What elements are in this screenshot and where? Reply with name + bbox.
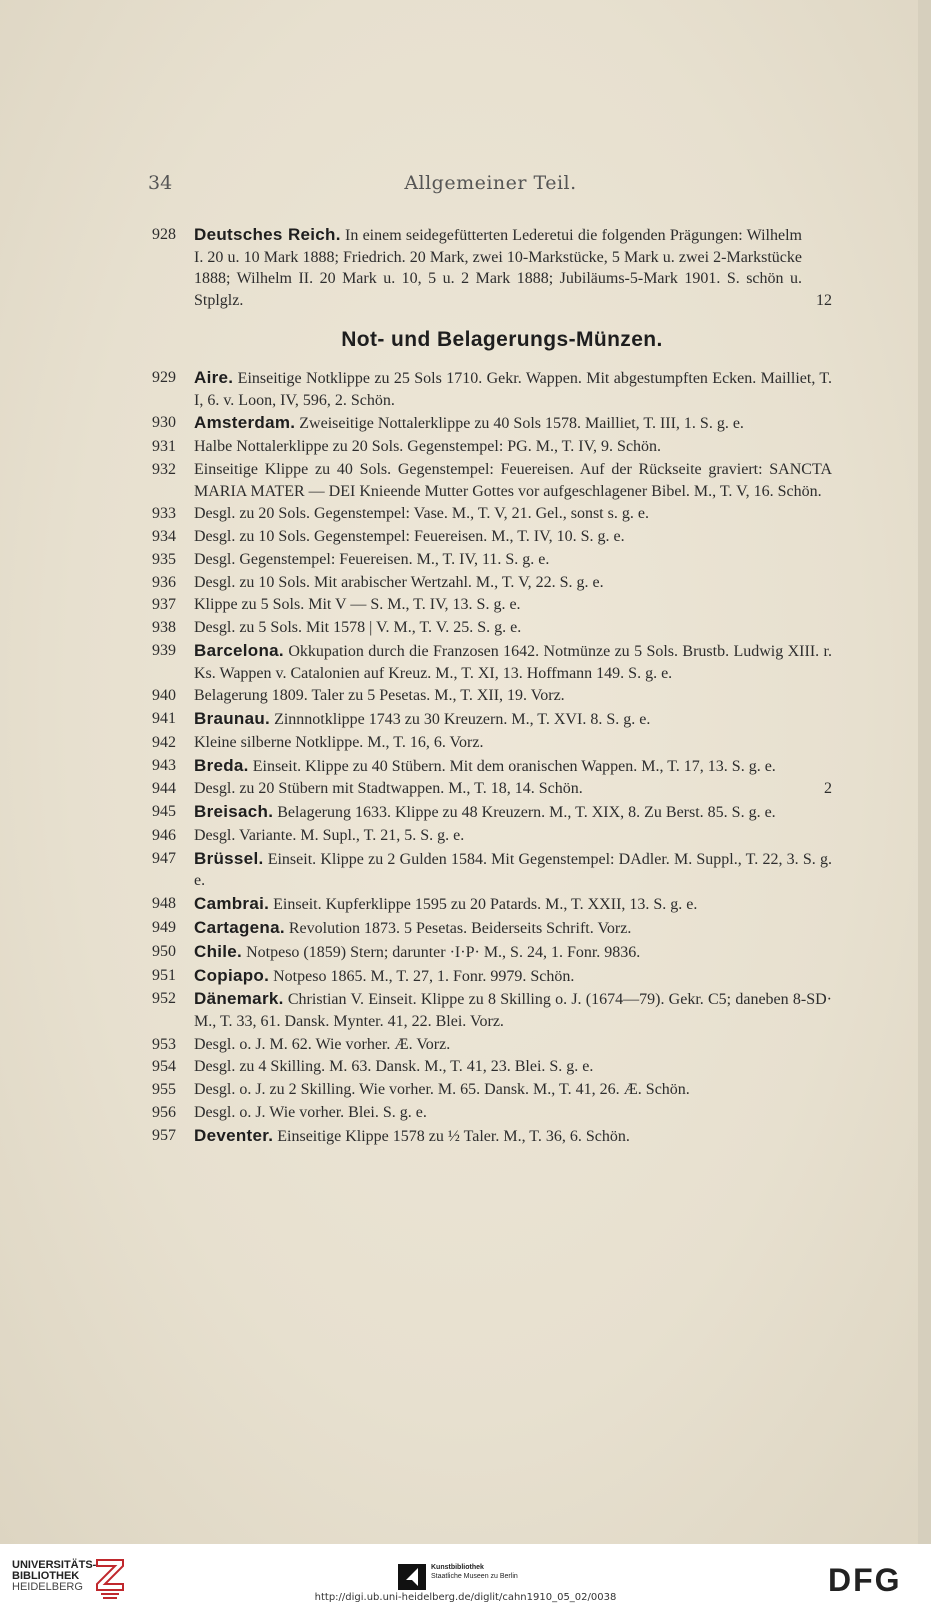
running-title: Allgemeiner Teil. [404,172,577,194]
entry-number: 941 [152,710,176,728]
entry-keyword: Deventer. [194,1125,274,1145]
catalog-entry [152,825,832,847]
catalog-entry [152,459,832,502]
entry-number: 956 [152,1104,176,1122]
entry-text: Einseit. Kupferklippe 1595 zu 20 Patards. M., T. XXII, 13. S. g. e. [269,896,698,914]
entry-number: 935 [152,550,176,568]
entry-keyword: Breisach. [194,802,274,822]
catalog-entry [152,436,832,458]
catalog-entry [152,917,832,940]
entry-text: Desgl. zu 4 Skilling. M. 63. Dansk. M., T. 41, 23. Blei. S. g. e. [194,1058,594,1076]
entry-text: Kleine silberne Notklippe. M., T. 16, 6. Vorz. [194,733,484,751]
page-edge [918,0,931,1544]
catalog-entry [152,732,832,754]
entry-text: Desgl. Variante. M. Supl., T. 21, 5. S. g. e. [194,827,465,845]
entry-number: 931 [152,438,176,456]
entry-number: 930 [152,414,176,432]
entry-keyword: Chile. [194,941,243,961]
entry-number: 939 [152,641,176,659]
running-head [148,172,833,198]
entry-text: Belagerung 1633. Klippe zu 48 Kreuzern. M., T. XIX, 8. Zu Berst. 85. S. g. e. [273,804,776,822]
ub-line-2: BIBLIOTHEK [12,1570,80,1582]
entry-text: In einem seidegefütterten Lederetui die folgenden Prägungen: Wilhelm I. 20 u. 10 Mark 1888; Friedrich. 20 Mark, zwei 10-Markstücke, 5 Mark u. zwei 2-Markstücke 1888; Wilhelm II. 20 Mark u. 10, 5 u. 2 Mark 1888; Jubiläums-5-Mark 1901. S. schön u. Stplglz. [194,227,802,309]
catalog-entry [152,526,832,548]
entry-text: Desgl. o. J. zu 2 Skilling. Wie vorher. M. 65. Dansk. M., T. 41, 26. Æ. Schön. [194,1081,690,1099]
entry-number: 946 [152,827,176,845]
entry-keyword: Dänemark. [194,989,284,1009]
entry-number: 951 [152,966,176,984]
catalog-entry [152,893,832,916]
catalog-entry [152,778,832,800]
entry-text: Einseitige Notklippe zu 25 Sols 1710. Gekr. Wappen. Mit abgestumpften Ecken. Mailliet, T. I, 6. v. Loon, IV, 596, 2. Schön. [194,369,832,409]
entry-text: Okkupation durch die Franzosen 1642. Notmünze zu 5 Sols. Brustb. Ludwig XIII. r. Ks. Wappen v. Catalonien auf Kreuz. M., T. XI, 13. Hoffmann 149. S. g. e. [194,642,832,682]
catalog-entry [152,594,832,616]
catalog-entry [152,640,832,684]
kunstbibliothek-icon[interactable] [398,1564,426,1590]
catalog-entry [152,801,832,824]
entry-keyword: Cartagena. [194,917,285,937]
entry-text: Revolution 1873. 5 Pesetas. Beiderseits Schrift. Vorz. [284,919,632,937]
entry-number: 942 [152,733,176,751]
page-number: 34 [148,172,173,194]
kunstbibliothek-text[interactable] [431,1563,518,1581]
catalog-entry [152,1125,832,1148]
entry-text: Desgl. zu 20 Stübern mit Stadtwappen. M., T. 18, 14. Schön. [194,780,583,798]
catalog-entry [152,617,832,639]
catalog-entry [152,848,832,892]
section-title: Not- und Belagerungs-Münzen. [341,328,663,352]
entry-text: Christian V. Einseit. Klippe zu 8 Skilling o. J. (1674—79). Gekr. C5; daneben 8-SD· M., T. 33, 61. Dansk. Mynter. 41, 22. Blei. Vorz. [194,991,832,1030]
catalog-entry [152,572,832,594]
entry-number: 944 [152,780,176,798]
entry-keyword: Barcelona. [194,640,284,660]
catalog-entry [152,1102,832,1124]
entry-number: 953 [152,1035,176,1053]
entry-number: 954 [152,1058,176,1076]
catalog-entry [152,708,832,731]
entry-text: Einseitige Klippe 1578 zu ½ Taler. M., T. 36, 6. Schön. [273,1127,630,1145]
catalog-entry [152,965,832,988]
catalog-entry [152,503,832,525]
entry-number: 945 [152,803,176,821]
entry-number: 940 [152,687,176,705]
catalog-entry [152,1034,832,1056]
catalog-entry [152,367,832,411]
entry-number: 938 [152,619,176,637]
entry-number: 934 [152,528,176,546]
entry-text: Desgl. zu 20 Sols. Gegenstempel: Vase. M., T. V, 21. Gel., sonst s. g. e. [194,505,649,523]
entry-text: Zweiseitige Nottalerklippe zu 40 Sols 1578. Mailliet, T. III, 1. S. g. e. [295,415,744,433]
entry-price: 12 [816,291,832,309]
entry-text: Belagerung 1809. Taler zu 5 Pesetas. M., T. XII, 19. Vorz. [194,687,565,705]
ub-line-1: UNIVERSITÄTS- [12,1559,97,1571]
entry-number: 947 [152,849,176,867]
ub-line-3: HEIDELBERG [12,1581,83,1593]
entry-keyword: Breda. [194,755,249,775]
entry-keyword: Deutsches Reich. [194,225,341,244]
catalog-entry [152,1056,832,1078]
dfg-logo[interactable]: DFG [828,1562,902,1598]
kb-line-1: Kunstbibliothek [431,1564,484,1571]
entry-text: Halbe Nottalerklippe zu 20 Sols. Gegenstempel: PG. M., T. IV, 9. Schön. [194,438,662,456]
entry-keyword: Cambrai. [194,894,270,914]
entry-text: Notpeso (1859) Stern; darunter ·I·P· M., S. 24, 1. Fonr. 9836. [242,943,641,961]
entries-before-section [152,224,832,311]
catalog-entry [152,412,832,435]
entry-price: 2 [824,780,832,798]
entry-number: 950 [152,942,176,960]
entries-section [152,367,832,1147]
entry-text: Einseitige Klippe zu 40 Sols. Gegenstempel: Feuereisen. Auf der Rückseite graviert: SANCTA MARIA MATER — DEI Knieende Mutter Gottes vor aufgeschlagener Bibel. M., T. V, 16. Schön. [194,460,832,500]
entry-number: 957 [152,1126,176,1144]
entry-keyword: Braunau. [194,709,271,729]
entry-number: 937 [152,596,176,614]
catalog-entry [152,224,832,311]
entry-number: 928 [152,226,176,243]
entry-keyword: Brüssel. [194,848,264,868]
entry-text: Desgl. zu 10 Sols. Mit arabischer Wertzahl. M., T. V, 22. S. g. e. [194,573,604,591]
permalink-url[interactable]: http://digi.ub.uni-heidelberg.de/diglit/cahn1910_05_02/0038 [314,1592,617,1603]
entry-number: 955 [152,1081,176,1099]
entry-text: Desgl. zu 5 Sols. Mit 1578 | V. M., T. V. 25. S. g. e. [194,619,522,637]
catalog-entry [152,941,832,964]
entry-keyword: Aire. [194,367,234,387]
entry-number: 949 [152,918,176,936]
entry-text: Desgl. Gegenstempel: Feuereisen. M., T. IV, 11. S. g. e. [194,550,550,568]
ub-heidelberg-logo-text[interactable] [12,1560,96,1593]
entry-number: 936 [152,573,176,591]
entry-keyword: Amsterdam. [194,413,296,433]
entry-text: Einseit. Klippe zu 40 Stübern. Mit dem oranischen Wappen. M., T. 17, 13. S. g. e. [248,757,776,775]
entry-number: 929 [152,368,176,386]
catalog-entry [152,685,832,707]
entry-text: Klippe zu 5 Sols. Mit V — S. M., T. IV, 13. S. g. e. [194,596,521,614]
entry-text: Desgl. zu 10 Sols. Gegenstempel: Feuereisen. M., T. IV, 10. S. g. e. [194,528,625,546]
entry-number: 943 [152,756,176,774]
catalog-entries [152,224,832,1147]
entry-text: Desgl. o. J. Wie vorher. Blei. S. g. e. [194,1104,427,1122]
footer-bar [0,1544,931,1612]
entry-text: Notpeso 1865. M., T. 27, 1. Fonr. 9979. Schön. [269,967,575,985]
catalog-entry [152,755,832,778]
entry-number: 933 [152,505,176,523]
catalog-entry [152,988,832,1032]
entry-number: 948 [152,895,176,913]
entry-text: Einseit. Klippe zu 2 Gulden 1584. Mit Gegenstempel: DAdler. M. Suppl., T. 22, 3. S. g. e. [194,850,832,890]
entry-text: Zinnnotklippe 1743 zu 30 Kreuzern. M., T. XVI. 8. S. g. e. [270,711,651,729]
entry-number: 932 [152,460,176,478]
catalog-entry [152,549,832,571]
entry-number: 952 [152,990,176,1008]
kb-line-2: Staatliche Museen zu Berlin [431,1573,518,1580]
catalog-entry [152,1079,832,1101]
entry-text: Desgl. o. J. M. 62. Wie vorher. Æ. Vorz. [194,1035,451,1053]
entry-keyword: Copiapo. [194,965,270,985]
